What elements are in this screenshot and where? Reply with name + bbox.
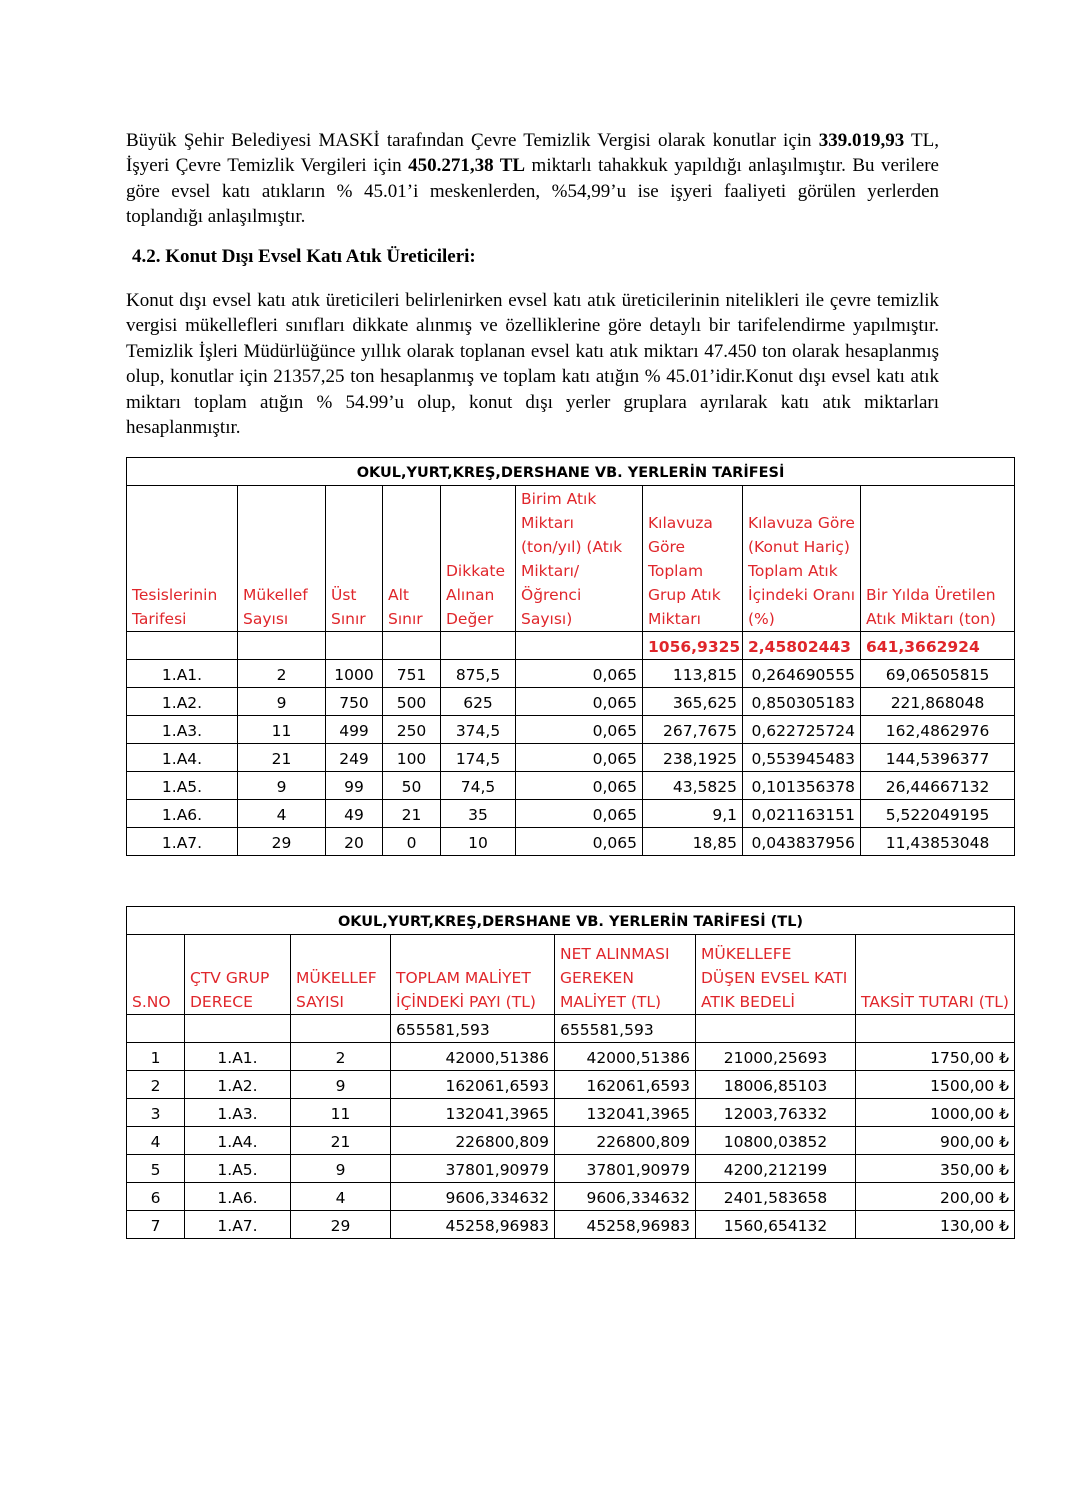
table-row: [127, 772, 1015, 800]
total-cell: 655581,593: [391, 1015, 555, 1043]
table-cell: 4200,212199: [696, 1155, 856, 1183]
table-cell: 4: [127, 1127, 185, 1155]
table-cell: 100: [383, 744, 441, 772]
table-cell: 1.A2.: [185, 1071, 291, 1099]
table-row: [127, 1099, 1015, 1127]
table-cell: 0,065: [516, 772, 643, 800]
table-cell: 11: [291, 1099, 391, 1127]
table-cell: 238,1925: [643, 744, 743, 772]
table-cell: 21: [291, 1127, 391, 1155]
table-cell: 162,4862976: [861, 716, 1015, 744]
table-cell: 1.A3.: [185, 1099, 291, 1127]
konut-amount: 339.019,93: [818, 130, 905, 151]
table-cell: 200,00 ₺: [856, 1183, 1015, 1211]
table-cell: 162061,6593: [391, 1071, 555, 1099]
column-header: NET ALINMASI GEREKEN MALİYET (TL): [555, 935, 696, 1015]
table-row: [127, 660, 1015, 688]
table-cell: 1750,00 ₺: [856, 1043, 1015, 1071]
table-cell: 226800,809: [555, 1127, 696, 1155]
table-cell: 113,815: [643, 660, 743, 688]
column-header: Tesislerinin Tarifesi: [127, 486, 238, 632]
table-cell: 9: [291, 1155, 391, 1183]
column-header: Üst Sınır: [326, 486, 383, 632]
table-cell: 1.A2.: [127, 688, 238, 716]
total-cell: [238, 632, 326, 660]
table-cell: 21: [383, 800, 441, 828]
table-row: [127, 1127, 1015, 1155]
table-cell: 1.A3.: [127, 716, 238, 744]
totals-row: [127, 1015, 1015, 1043]
table-cell: 132041,3965: [391, 1099, 555, 1127]
table-cell: 20: [326, 828, 383, 856]
table-row: [127, 688, 1015, 716]
table-cell: 374,5: [441, 716, 516, 744]
table-cell: 26,44667132: [861, 772, 1015, 800]
tariff-tl-table: [126, 906, 1015, 1239]
table-cell: 751: [383, 660, 441, 688]
section-heading: 4.2. Konut Dışı Evsel Katı Atık Üreticileri:: [132, 246, 476, 267]
table-cell: 29: [238, 828, 326, 856]
table-cell: 0,043837956: [743, 828, 861, 856]
table-cell: 250: [383, 716, 441, 744]
table-cell: 9606,334632: [391, 1183, 555, 1211]
column-header: Bir Yılda Üretilen Atık Miktarı (ton): [861, 486, 1015, 632]
table-cell: 0,065: [516, 688, 643, 716]
table-cell: 1000,00 ₺: [856, 1099, 1015, 1127]
table-cell: 1000: [326, 660, 383, 688]
table-cell: 50: [383, 772, 441, 800]
intro-text-1: Büyük Şehir Belediyesi MASKİ tarafından Çevre Temizlik Vergisi olarak konutlar için: [126, 130, 819, 151]
table-cell: 9,1: [643, 800, 743, 828]
table-cell: 11: [238, 716, 326, 744]
table-cell: 1.A1.: [185, 1043, 291, 1071]
column-header: Kılavuza Göre (Konut Hariç) Toplam Atık İçindeki Oranı (%): [743, 486, 861, 632]
table-cell: 9: [238, 772, 326, 800]
total-cell: [383, 632, 441, 660]
column-header: MÜKELLEF SAYISI: [291, 935, 391, 1015]
table-cell: 5: [127, 1155, 185, 1183]
intro-text-2: TL, İşyeri Çevre Temizlik Vergileri için: [126, 130, 939, 177]
table-cell: 144,5396377: [861, 744, 1015, 772]
table-cell: 267,7675: [643, 716, 743, 744]
total-cell: [516, 632, 643, 660]
table-cell: 226800,809: [391, 1127, 555, 1155]
table-cell: 9: [291, 1071, 391, 1099]
table-cell: 42000,51386: [391, 1043, 555, 1071]
column-header: ÇTV GRUP DERECE: [185, 935, 291, 1015]
table-cell: 1: [127, 1043, 185, 1071]
table-cell: 74,5: [441, 772, 516, 800]
table-row: [127, 1183, 1015, 1211]
table-cell: 1.A4.: [127, 744, 238, 772]
intro-text-3: miktarlı tahakkuk yapıldığı anlaşılmıştır. Bu verilere göre evsel katı atıkların % 45.01’i meskenlerden, %54,99’u ise işyeri faaliyeti görülen yerlerden toplandığı anlaşılmıştır.: [126, 155, 939, 228]
table-cell: 132041,3965: [555, 1099, 696, 1127]
table-cell: 0,065: [516, 800, 643, 828]
table-cell: 1.A1.: [127, 660, 238, 688]
table-cell: 625: [441, 688, 516, 716]
table-cell: 42000,51386: [555, 1043, 696, 1071]
table-cell: 18,85: [643, 828, 743, 856]
tariff-table: [126, 457, 1015, 856]
column-header: Alt Sınır: [383, 486, 441, 632]
table-cell: 99: [326, 772, 383, 800]
table-cell: 2401,583658: [696, 1183, 856, 1211]
table-cell: 875,5: [441, 660, 516, 688]
column-header: Mükellef Sayısı: [238, 486, 326, 632]
intro-paragraph: [126, 128, 939, 230]
total-cell: [441, 632, 516, 660]
column-header: S.NO: [127, 935, 185, 1015]
table-cell: 350,00 ₺: [856, 1155, 1015, 1183]
table-cell: 162061,6593: [555, 1071, 696, 1099]
table-cell: 69,06505815: [861, 660, 1015, 688]
table-cell: 3: [127, 1099, 185, 1127]
total-cell: 655581,593: [555, 1015, 696, 1043]
total-cell: [291, 1015, 391, 1043]
table-cell: 2: [238, 660, 326, 688]
header-row: [127, 486, 1015, 632]
table-cell: 4: [238, 800, 326, 828]
total-cell: 1056,9325: [643, 632, 743, 660]
table-cell: 0,622725724: [743, 716, 861, 744]
table-cell: 37801,90979: [391, 1155, 555, 1183]
table-cell: 1.A5.: [127, 772, 238, 800]
header-row: [127, 935, 1015, 1015]
table-cell: 10800,03852: [696, 1127, 856, 1155]
table-cell: 249: [326, 744, 383, 772]
table-cell: 0,065: [516, 744, 643, 772]
total-cell: [856, 1015, 1015, 1043]
table-cell: 2: [291, 1043, 391, 1071]
column-header: TAKSİT TUTARI (TL): [856, 935, 1015, 1015]
table-cell: 29: [291, 1211, 391, 1239]
table-cell: 499: [326, 716, 383, 744]
table-row: [127, 1071, 1015, 1099]
total-cell: 2,45802443: [743, 632, 861, 660]
column-header: Kılavuza Göre Toplam Grup Atık Miktarı: [643, 486, 743, 632]
table-cell: 1500,00 ₺: [856, 1071, 1015, 1099]
table-cell: 1.A7.: [127, 828, 238, 856]
total-cell: 641,3662924: [861, 632, 1015, 660]
table-cell: 174,5: [441, 744, 516, 772]
table-cell: 7: [127, 1211, 185, 1239]
table-cell: 10: [441, 828, 516, 856]
table-cell: 11,43853048: [861, 828, 1015, 856]
table-row: [127, 1211, 1015, 1239]
table-cell: 35: [441, 800, 516, 828]
table-cell: 1.A5.: [185, 1155, 291, 1183]
table-cell: 500: [383, 688, 441, 716]
table-cell: 12003,76332: [696, 1099, 856, 1127]
column-header: TOPLAM MALİYET İÇİNDEKİ PAYI (TL): [391, 935, 555, 1015]
table-cell: 5,522049195: [861, 800, 1015, 828]
table-cell: 0,065: [516, 716, 643, 744]
table-cell: 0,021163151: [743, 800, 861, 828]
table-cell: 21000,25693: [696, 1043, 856, 1071]
table-cell: 2: [127, 1071, 185, 1099]
table-cell: 1.A7.: [185, 1211, 291, 1239]
table-cell: 45258,96983: [391, 1211, 555, 1239]
table-cell: 130,00 ₺: [856, 1211, 1015, 1239]
table-cell: 49: [326, 800, 383, 828]
table-cell: 18006,85103: [696, 1071, 856, 1099]
table-row: [127, 828, 1015, 856]
table-cell: 21: [238, 744, 326, 772]
table-row: [127, 716, 1015, 744]
table-cell: 0,850305183: [743, 688, 861, 716]
table-cell: 0,553945483: [743, 744, 861, 772]
table-cell: 221,868048: [861, 688, 1015, 716]
table-cell: 0,101356378: [743, 772, 861, 800]
table-cell: 1.A4.: [185, 1127, 291, 1155]
table-cell: 1.A6.: [127, 800, 238, 828]
table-row: [127, 1043, 1015, 1071]
total-cell: [696, 1015, 856, 1043]
table-cell: 0: [383, 828, 441, 856]
table-cell: 9606,334632: [555, 1183, 696, 1211]
table-cell: 43,5825: [643, 772, 743, 800]
table-row: [127, 1155, 1015, 1183]
table-cell: 37801,90979: [555, 1155, 696, 1183]
column-header: Dikkate Alınan Değer: [441, 486, 516, 632]
total-cell: [326, 632, 383, 660]
table-cell: 9: [238, 688, 326, 716]
tariff-table-title: OKUL,YURT,KREŞ,DERSHANE VB. YERLERİN TARİFESİ: [127, 458, 1015, 486]
column-header: MÜKELLEFE DÜŞEN EVSEL KATI ATIK BEDELİ: [696, 935, 856, 1015]
table-cell: 900,00 ₺: [856, 1127, 1015, 1155]
table-cell: 1560,654132: [696, 1211, 856, 1239]
table-cell: 45258,96983: [555, 1211, 696, 1239]
table-cell: 750: [326, 688, 383, 716]
total-cell: [185, 1015, 291, 1043]
isyeri-amount: 450.271,38 TL: [408, 155, 526, 177]
tariff-tl-table-title: OKUL,YURT,KREŞ,DERSHANE VB. YERLERİN TARİFESİ (TL): [127, 907, 1015, 935]
table-cell: 0,264690555: [743, 660, 861, 688]
table-cell: 0,065: [516, 660, 643, 688]
column-header: Birim Atık Miktarı (ton/yıl) (Atık Miktarı/ Öğrenci Sayısı): [516, 486, 643, 632]
table-row: [127, 800, 1015, 828]
total-cell: [127, 1015, 185, 1043]
table-cell: 6: [127, 1183, 185, 1211]
table-cell: 1.A6.: [185, 1183, 291, 1211]
table-cell: 365,625: [643, 688, 743, 716]
total-cell: [127, 632, 238, 660]
body-paragraph: Konut dışı evsel katı atık üreticileri belirlenirken evsel katı atık üreticilerinin nitelikleri ile çevre temizlik vergisi mükellefleri sınıfları dikkate alınmış ve özelliklerine göre detaylı bir tarifelendirme yapılmıştır. Temizlik İşleri Müdürlüğünce yıllık olarak toplanan evsel katı atık miktarı 47.450 ton olarak hesaplanmış olup, konutlar için 21357,25 ton hesaplanmış ve toplam katı atığın % 45.01’idir.Konut dışı evsel katı atık miktarı toplam atığın % 54.99’u olup, konut dışı yerler gruplara ayrılarak katı atık miktarları hesaplanmıştır.: [126, 290, 939, 439]
table-cell: 0,065: [516, 828, 643, 856]
table-row: [127, 744, 1015, 772]
totals-row: [127, 632, 1015, 660]
table-cell: 4: [291, 1183, 391, 1211]
